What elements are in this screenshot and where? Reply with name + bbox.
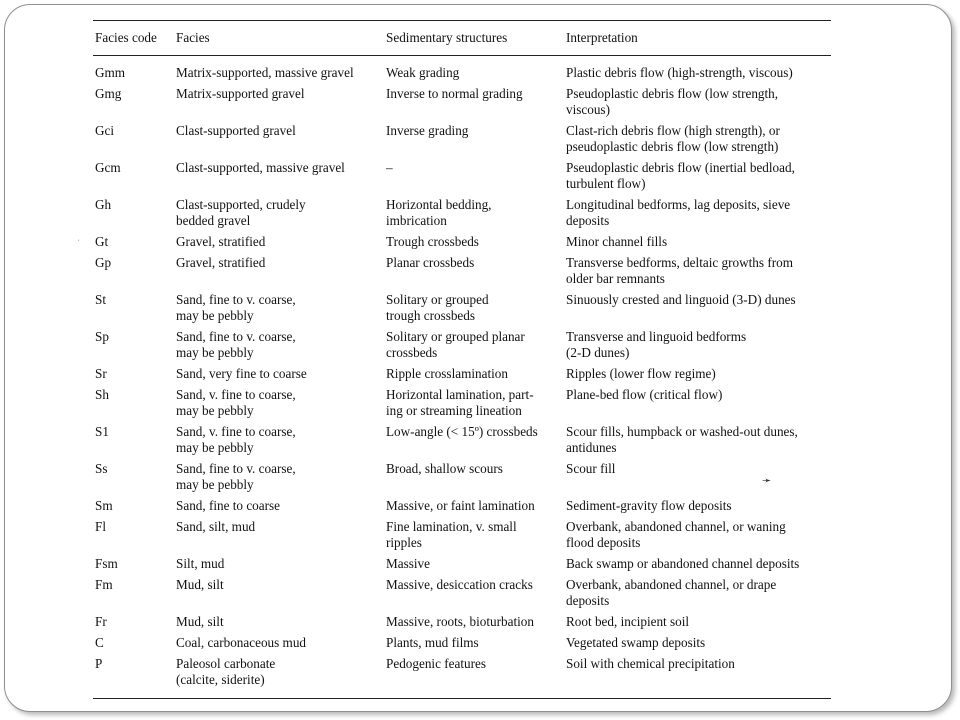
cell-facies: Sand, fine to v. coarse, may be pebbly bbox=[176, 461, 296, 492]
cell-facies-code: Sr bbox=[95, 366, 107, 381]
cell-sedimentary-structures: Plants, mud films bbox=[386, 635, 479, 650]
cell-interpretation: Clast-rich debris flow (high strength), or pseudoplastic debris flow (low strength) bbox=[566, 123, 780, 154]
cell-interpretation: Scour fills, humpback or washed-out dunes, antidunes bbox=[566, 424, 798, 455]
table-row bbox=[93, 197, 831, 234]
cell-sedimentary-structures: Massive bbox=[386, 556, 430, 571]
cell-facies-code: Fsm bbox=[95, 556, 118, 571]
table-row bbox=[93, 123, 831, 160]
cell-facies-code: St bbox=[95, 292, 106, 307]
cell-interpretation: Vegetated swamp deposits bbox=[566, 635, 706, 650]
table-row bbox=[93, 86, 831, 123]
cell-interpretation: Sinuously crested and linguoid (3-D) dunes bbox=[566, 292, 796, 307]
cell-interpretation: Transverse and linguoid bedforms (2-D dunes) bbox=[566, 329, 747, 360]
table-row bbox=[93, 424, 831, 461]
header-sedimentary-structures: Sedimentary structures bbox=[386, 21, 566, 56]
cell-facies-code: Fm bbox=[95, 577, 113, 592]
cell-facies-code: P bbox=[93, 656, 176, 699]
stray-mark-icon: ˈ bbox=[77, 238, 80, 248]
cell-interpretation: Transverse bedforms, deltaic growths from older bar remnants bbox=[566, 255, 793, 286]
table-body bbox=[93, 56, 831, 699]
cell-sedimentary-structures: Broad, shallow scours bbox=[386, 461, 503, 476]
cell-sedimentary-structures: Massive, or faint lamination bbox=[386, 498, 535, 513]
cell-interpretation: Overbank, abandoned channel, or waning flood deposits bbox=[566, 519, 786, 550]
cell-interpretation: Longitudinal bedforms, lag deposits, sieve deposits bbox=[566, 197, 791, 228]
cell-facies: Sand, fine to coarse bbox=[176, 498, 280, 513]
cell-facies: Paleosol carbonate (calcite, siderite) bbox=[176, 656, 386, 699]
table-row bbox=[93, 292, 831, 329]
table-row bbox=[93, 329, 831, 366]
cell-sedimentary-structures: Inverse grading bbox=[386, 123, 469, 138]
cell-facies: Gravel, stratified bbox=[176, 255, 266, 270]
cell-interpretation: Minor channel fills bbox=[566, 234, 668, 249]
cell-interpretation: Overbank, abandoned channel, or drape deposits bbox=[566, 577, 777, 608]
cell-interpretation: Plastic debris flow (high-strength, viscous) bbox=[566, 65, 793, 80]
cell-interpretation: Back swamp or abandoned channel deposits bbox=[566, 556, 800, 571]
cell-facies: Sand, v. fine to coarse, may be pebbly bbox=[176, 424, 296, 455]
table-row bbox=[93, 160, 831, 197]
cell-facies-code: Gt bbox=[95, 234, 109, 249]
cell-facies-code: Ss bbox=[95, 461, 108, 476]
cell-interpretation: Sediment-gravity flow deposits bbox=[566, 498, 732, 513]
table-row bbox=[93, 56, 831, 87]
table-row bbox=[93, 614, 831, 635]
header-facies: Facies bbox=[176, 21, 386, 56]
cell-sedimentary-structures: Massive, desiccation cracks bbox=[386, 577, 533, 592]
cell-sedimentary-structures: Horizontal bedding, imbrication bbox=[386, 197, 492, 228]
cell-facies: Sand, silt, mud bbox=[176, 519, 256, 534]
stray-arrow-icon: ➛ bbox=[762, 475, 772, 487]
table-row bbox=[93, 577, 831, 614]
cell-facies-code: Gmm bbox=[95, 65, 126, 80]
cell-facies-code: Sm bbox=[95, 498, 113, 513]
cell-interpretation: Root bed, incipient soil bbox=[566, 614, 690, 629]
cell-facies-code: Sh bbox=[95, 387, 109, 402]
table-row bbox=[93, 234, 831, 255]
cell-sedimentary-structures: Massive, roots, bioturbation bbox=[386, 614, 534, 629]
cell-facies-code: Gcm bbox=[95, 160, 121, 175]
cell-facies-code: Fl bbox=[95, 519, 106, 534]
cell-interpretation: Pseudoplastic debris flow (inertial bedload, turbulent flow) bbox=[566, 160, 795, 191]
cell-interpretation: Soil with chemical precipitation bbox=[566, 656, 831, 699]
cell-sedimentary-structures: Weak grading bbox=[386, 65, 460, 80]
cell-facies: Mud, silt bbox=[176, 577, 224, 592]
cell-facies: Matrix-supported, massive gravel bbox=[176, 65, 354, 80]
cell-sedimentary-structures: Ripple crosslamination bbox=[386, 366, 508, 381]
cell-interpretation: Scour fill bbox=[566, 461, 616, 476]
cell-facies-code: Sp bbox=[95, 329, 109, 344]
cell-facies-code: Gmg bbox=[95, 86, 122, 101]
cell-interpretation: Ripples (lower flow regime) bbox=[566, 366, 716, 381]
cell-facies: Silt, mud bbox=[176, 556, 225, 571]
cell-sedimentary-structures: Low-angle (< 15º) crossbeds bbox=[386, 424, 538, 439]
cell-sedimentary-structures: Fine lamination, v. small ripples bbox=[386, 519, 517, 550]
facies-table bbox=[93, 20, 831, 699]
table-row bbox=[93, 461, 831, 498]
cell-facies-code: S1 bbox=[95, 424, 109, 439]
cell-sedimentary-structures: Solitary or grouped trough crossbeds bbox=[386, 292, 489, 323]
cell-facies: Coal, carbonaceous mud bbox=[176, 635, 307, 650]
table-row bbox=[93, 498, 831, 519]
table-header-row bbox=[93, 21, 831, 56]
cell-facies: Matrix-supported gravel bbox=[176, 86, 305, 101]
table-row bbox=[93, 556, 831, 577]
cell-interpretation: Plane-bed flow (critical flow) bbox=[566, 387, 723, 402]
cell-facies-code: C bbox=[95, 635, 104, 650]
cell-facies-code: Gci bbox=[95, 123, 115, 138]
table-row bbox=[93, 519, 831, 556]
table-row bbox=[93, 366, 831, 387]
cell-facies: Sand, fine to v. coarse, may be pebbly bbox=[176, 329, 296, 360]
cell-facies: Gravel, stratified bbox=[176, 234, 266, 249]
cell-facies: Clast-supported, crudely bedded gravel bbox=[176, 197, 306, 228]
cell-sedimentary-structures: Horizontal lamination, part- ing or streaming lineation bbox=[386, 387, 534, 418]
cell-facies: Mud, silt bbox=[176, 614, 224, 629]
table-row bbox=[93, 255, 831, 292]
header-facies-code: Facies code bbox=[93, 21, 176, 56]
cell-facies: Clast-supported gravel bbox=[176, 123, 296, 138]
cell-facies-code: Gh bbox=[95, 197, 112, 212]
table-row bbox=[93, 635, 831, 656]
table-row bbox=[93, 387, 831, 424]
cell-sedimentary-structures: – bbox=[386, 160, 393, 175]
cell-facies-code: Fr bbox=[95, 614, 107, 629]
cell-sedimentary-structures: Solitary or grouped planar crossbeds bbox=[386, 329, 525, 360]
cell-interpretation: Pseudoplastic debris flow (low strength, viscous) bbox=[566, 86, 779, 117]
cell-facies-code: Gp bbox=[95, 255, 112, 270]
cell-facies: Sand, fine to v. coarse, may be pebbly bbox=[176, 292, 296, 323]
cell-sedimentary-structures: Inverse to normal grading bbox=[386, 86, 523, 101]
cell-facies: Clast-supported, massive gravel bbox=[176, 160, 345, 175]
cell-facies: Sand, v. fine to coarse, may be pebbly bbox=[176, 387, 296, 418]
cell-sedimentary-structures: Trough crossbeds bbox=[386, 234, 479, 249]
cell-sedimentary-structures: Planar crossbeds bbox=[386, 255, 475, 270]
cell-sedimentary-structures: Pedogenic features bbox=[386, 656, 566, 699]
table-row bbox=[93, 656, 831, 699]
cell-facies: Sand, very fine to coarse bbox=[176, 366, 307, 381]
header-interpretation: Interpretation bbox=[566, 21, 831, 56]
